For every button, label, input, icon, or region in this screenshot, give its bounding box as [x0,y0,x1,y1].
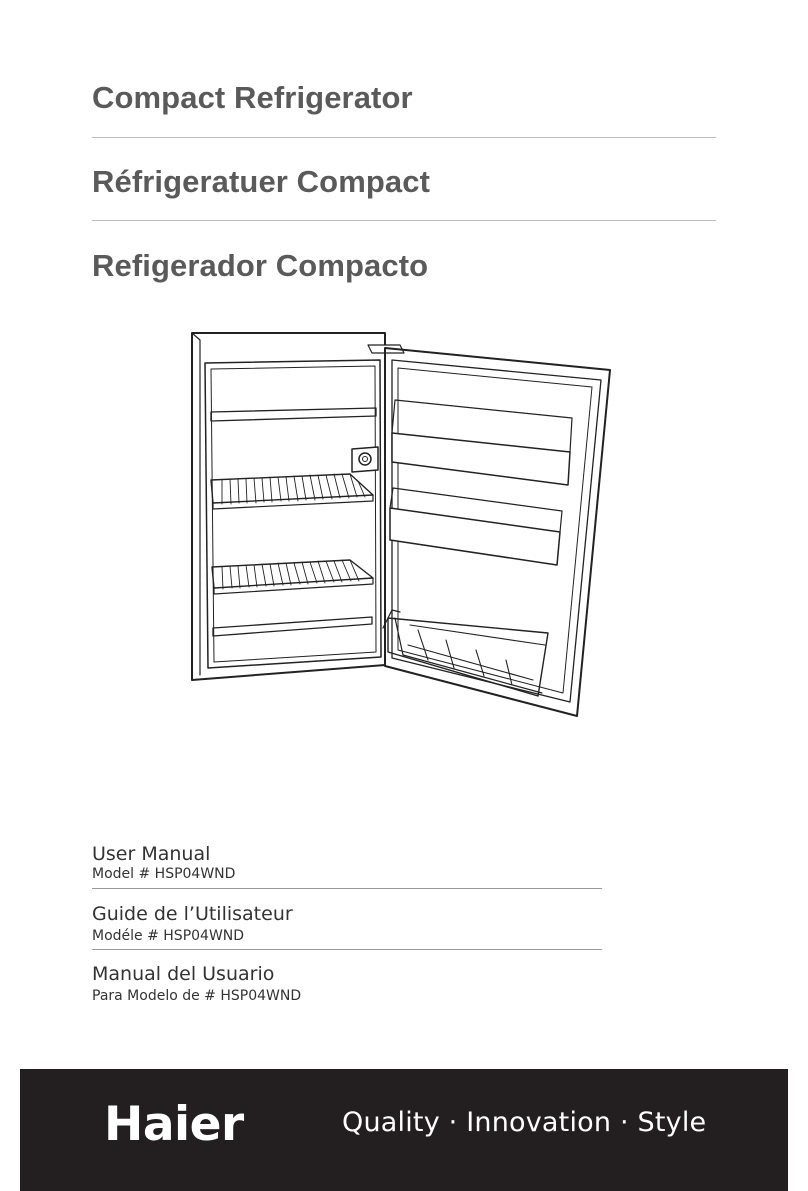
compact-refrigerator-open-door-icon [186,326,616,726]
model-number-french: Modéle # HSP04WND [92,928,245,944]
manual-heading-spanish: Manual del Usuario [92,963,275,985]
manual-divider [92,949,602,950]
manual-divider [92,888,602,889]
manual-heading-english: User Manual [92,843,211,865]
refrigerator-illustration [186,326,616,731]
brand-tagline: Quality · Innovation · Style [342,1107,707,1138]
title-french: Réfrigeratuer Compact [92,164,431,199]
title-divider [92,220,716,221]
model-number-english: Model # HSP04WND [92,866,236,882]
haier-logo: Haier [104,1097,244,1152]
title-divider [92,137,716,138]
title-spanish: Refigerador Compacto [92,248,429,283]
title-english: Compact Refrigerator [92,80,413,115]
footer-band [20,1069,788,1191]
model-number-spanish: Para Modelo de # HSP04WND [92,988,302,1004]
manual-heading-french: Guide de l’Utilisateur [92,903,293,925]
